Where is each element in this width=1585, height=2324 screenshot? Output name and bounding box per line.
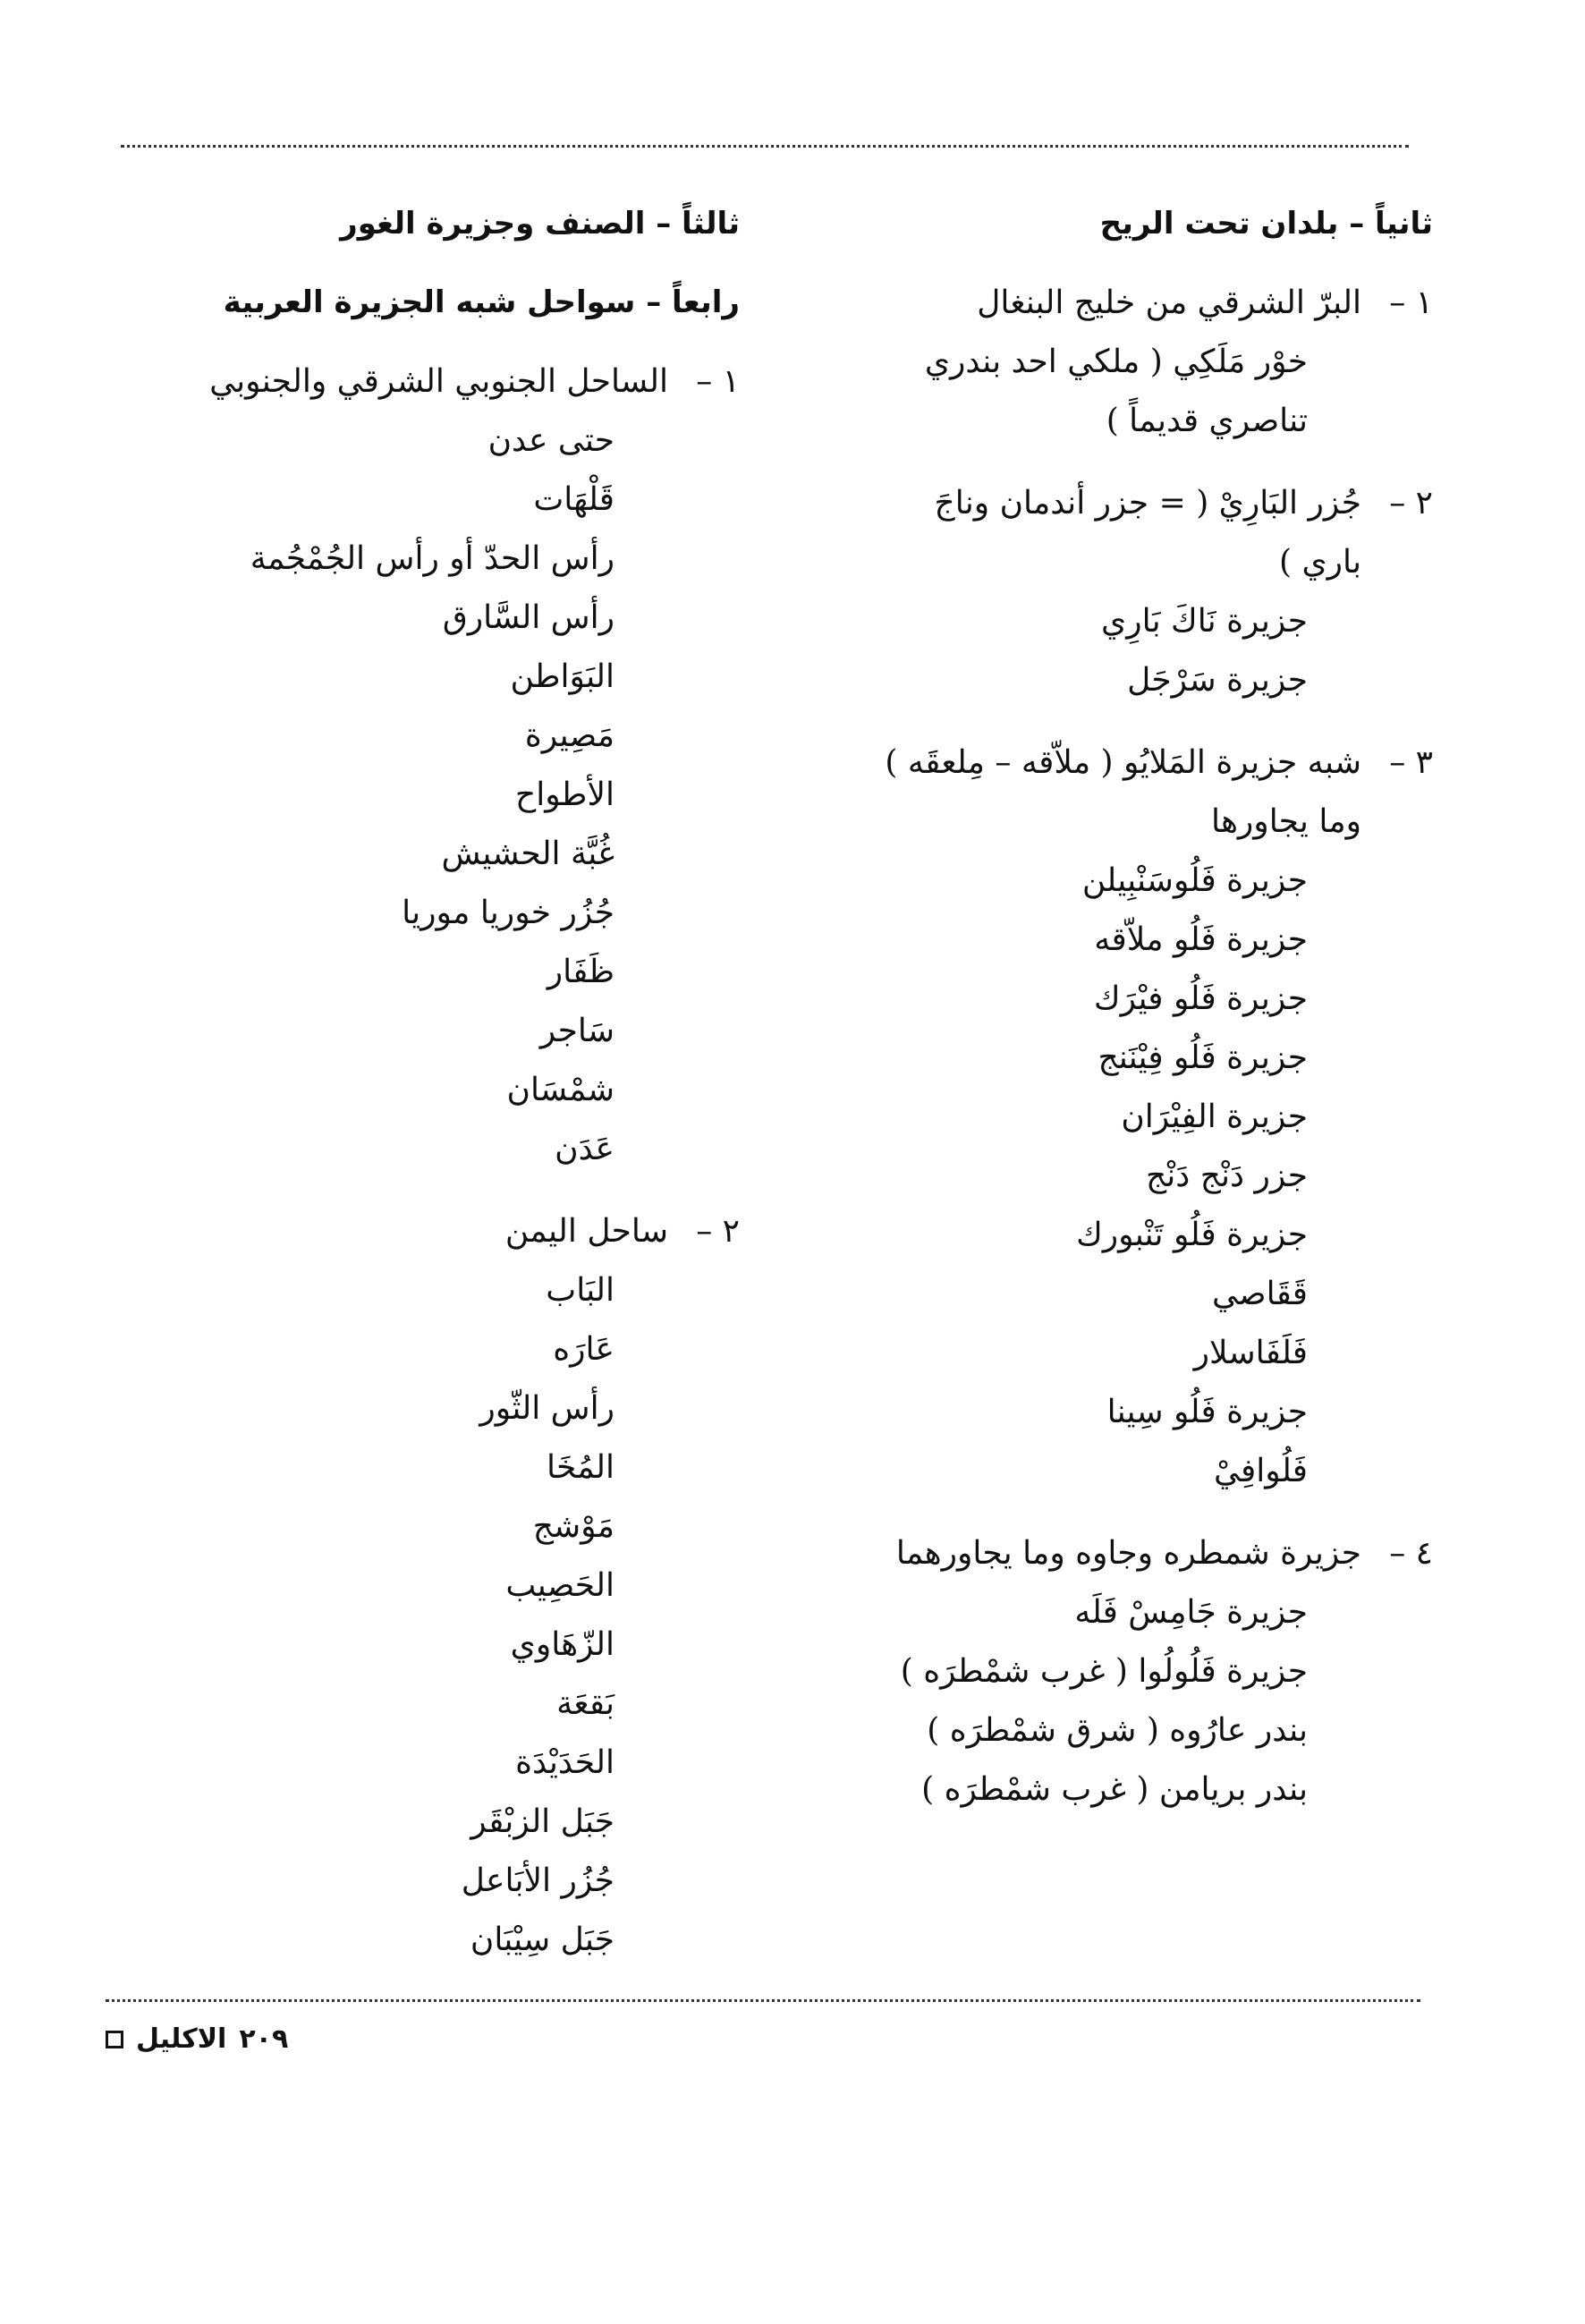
- place-item: جزيرة سَرْجَل: [1127, 662, 1308, 699]
- place-item: الأطواح: [514, 776, 615, 813]
- section-title-line: [717, 274, 1433, 333]
- place-item: بَقعَة: [556, 1685, 615, 1722]
- place-item: جَبَل سِيْبَان: [470, 1921, 615, 1958]
- section-title: ساحل اليمن: [504, 1213, 668, 1250]
- place-item: مَصِيرة: [524, 717, 615, 754]
- place-item: جُزُر الأبَاعل: [461, 1862, 615, 1899]
- page-number: ٢٠٩: [239, 2023, 289, 2055]
- place-item: جزيرة فَلُولُوا ( غرب شمْطرَه ): [900, 1653, 1308, 1690]
- place-item: جزيرة الفِيْرَان: [1121, 1098, 1308, 1135]
- place-item: جَبَل الزبْقَر: [470, 1803, 615, 1840]
- place-list: [717, 852, 1433, 1501]
- left-column-heading-4: رابعاً – سواحل شبه الجزيرة العربية: [223, 284, 740, 320]
- place-item: جزيرة فَلُو فِيْنَنج: [1098, 1039, 1308, 1076]
- right-section-2: [717, 474, 1433, 710]
- place-item: ظَفَار: [547, 954, 615, 990]
- section-title-continuation: وما يجاورها: [1210, 803, 1361, 840]
- place-item: بندر عارُوه ( شرق شمْطرَه ): [927, 1712, 1308, 1749]
- section-title-line: [717, 474, 1433, 533]
- section-number: ١ –: [696, 363, 740, 400]
- section-title: جُزر البَارِيْ ( = جزر أندمان وناجَ: [934, 485, 1361, 522]
- place-item: جزيرة فَلُوسَنْبِيلن: [1081, 862, 1308, 899]
- page-footer: [106, 2023, 288, 2055]
- right-column: [717, 197, 1433, 1819]
- place-item: جزيرة فَلُو فيْرَك: [1093, 980, 1308, 1017]
- left-section-1: [60, 352, 740, 1179]
- section-title-line: [60, 352, 740, 411]
- place-item: الزّهَاوي: [510, 1626, 615, 1663]
- place-item: فَلَفَاسلار: [1193, 1335, 1308, 1371]
- place-item: البَاب: [546, 1272, 615, 1309]
- place-item: خوْر مَلَكِي ( ملكي احد بندري: [924, 344, 1308, 380]
- place-item: جزيرة فَلُو تَنْبورك: [1076, 1217, 1308, 1253]
- place-item: جزيرة فَلُو سِينا: [1106, 1394, 1308, 1430]
- section-number: ٢ –: [696, 1213, 740, 1250]
- section-title-line: [60, 1202, 740, 1261]
- place-list: [60, 1261, 740, 1970]
- section-title-line: [717, 1524, 1433, 1583]
- square-icon: [106, 2031, 123, 2048]
- section-title: شبه جزيرة المَلايُو ( ملاّقه – مِلعقَه ): [885, 744, 1361, 781]
- place-item: مَوْشج: [532, 1508, 615, 1545]
- place-item: رأس الحدّ أو رأس الجُمْجُمة: [250, 540, 615, 577]
- book-title: الاكليل: [136, 2023, 227, 2055]
- place-item: غُبَّة الحشيش: [441, 835, 615, 872]
- section-number: ٢ –: [1389, 485, 1433, 522]
- section-title-line: [717, 734, 1433, 793]
- place-list: [60, 411, 740, 1179]
- place-item: قَقَاصي: [1212, 1276, 1308, 1312]
- left-column: [60, 197, 740, 1970]
- place-list: [717, 592, 1433, 710]
- place-item: جزيرة فَلُو ملاّقه: [1094, 921, 1308, 958]
- right-section-4: [717, 1524, 1433, 1819]
- place-item: رأس الثّور: [479, 1390, 615, 1427]
- place-item: عَدَن: [555, 1131, 615, 1167]
- place-item: الحَصِيب: [505, 1567, 615, 1604]
- right-section-3: [717, 734, 1433, 1501]
- section-title: الساحل الجنوبي الشرقي والجنوبي: [209, 363, 668, 400]
- place-item: جُزُر خوريا موريا: [402, 895, 615, 931]
- section-title-continuation: باري ): [1278, 544, 1361, 581]
- place-item: جزر دَنْج دَنْج: [1146, 1158, 1308, 1194]
- section-number: ٣ –: [1389, 744, 1433, 781]
- left-column-heading-3: ثالثاً – الصنف وجزيرة الغور: [340, 206, 740, 242]
- place-item: شمْسَان: [506, 1072, 615, 1108]
- place-item: تناصري قديماً ): [1106, 403, 1308, 439]
- place-list: [717, 1583, 1433, 1819]
- section-number: ١ –: [1389, 284, 1433, 321]
- place-item: قَلْهَات: [533, 481, 615, 518]
- place-item: جزيرة نَاكَ بَارِي: [1101, 603, 1308, 640]
- place-item: فَلُوافِيْ: [1214, 1453, 1308, 1489]
- place-item: المُخَا: [547, 1449, 615, 1486]
- place-item: الحَدَيْدَة: [515, 1744, 615, 1781]
- top-dotted-rule: [121, 145, 1409, 148]
- section-number: ٤ –: [1389, 1535, 1433, 1572]
- place-item: البَوَاطن: [510, 658, 615, 695]
- left-section-2: [60, 1202, 740, 1970]
- section-title: البرّ الشرقي من خليج البنغال: [977, 284, 1361, 321]
- place-item: رأس السَّارق: [442, 599, 615, 636]
- place-item: سَاجر: [539, 1013, 615, 1049]
- bottom-dotted-rule: [106, 1999, 1420, 2002]
- place-list: [717, 333, 1433, 451]
- place-item: بندر بريامن ( غرب شمْطرَه ): [921, 1771, 1308, 1808]
- place-item: حتى عدن: [487, 422, 615, 459]
- place-item: جزيرة جَامِسْ فَلَه: [1074, 1594, 1308, 1631]
- right-column-heading: ثانياً – بلدان تحت الريح: [1099, 206, 1433, 242]
- section-title: جزيرة شمطره وجاوه وما يجاورهما: [895, 1535, 1361, 1572]
- place-item: عَارَه: [553, 1331, 615, 1368]
- right-section-1: [717, 274, 1433, 451]
